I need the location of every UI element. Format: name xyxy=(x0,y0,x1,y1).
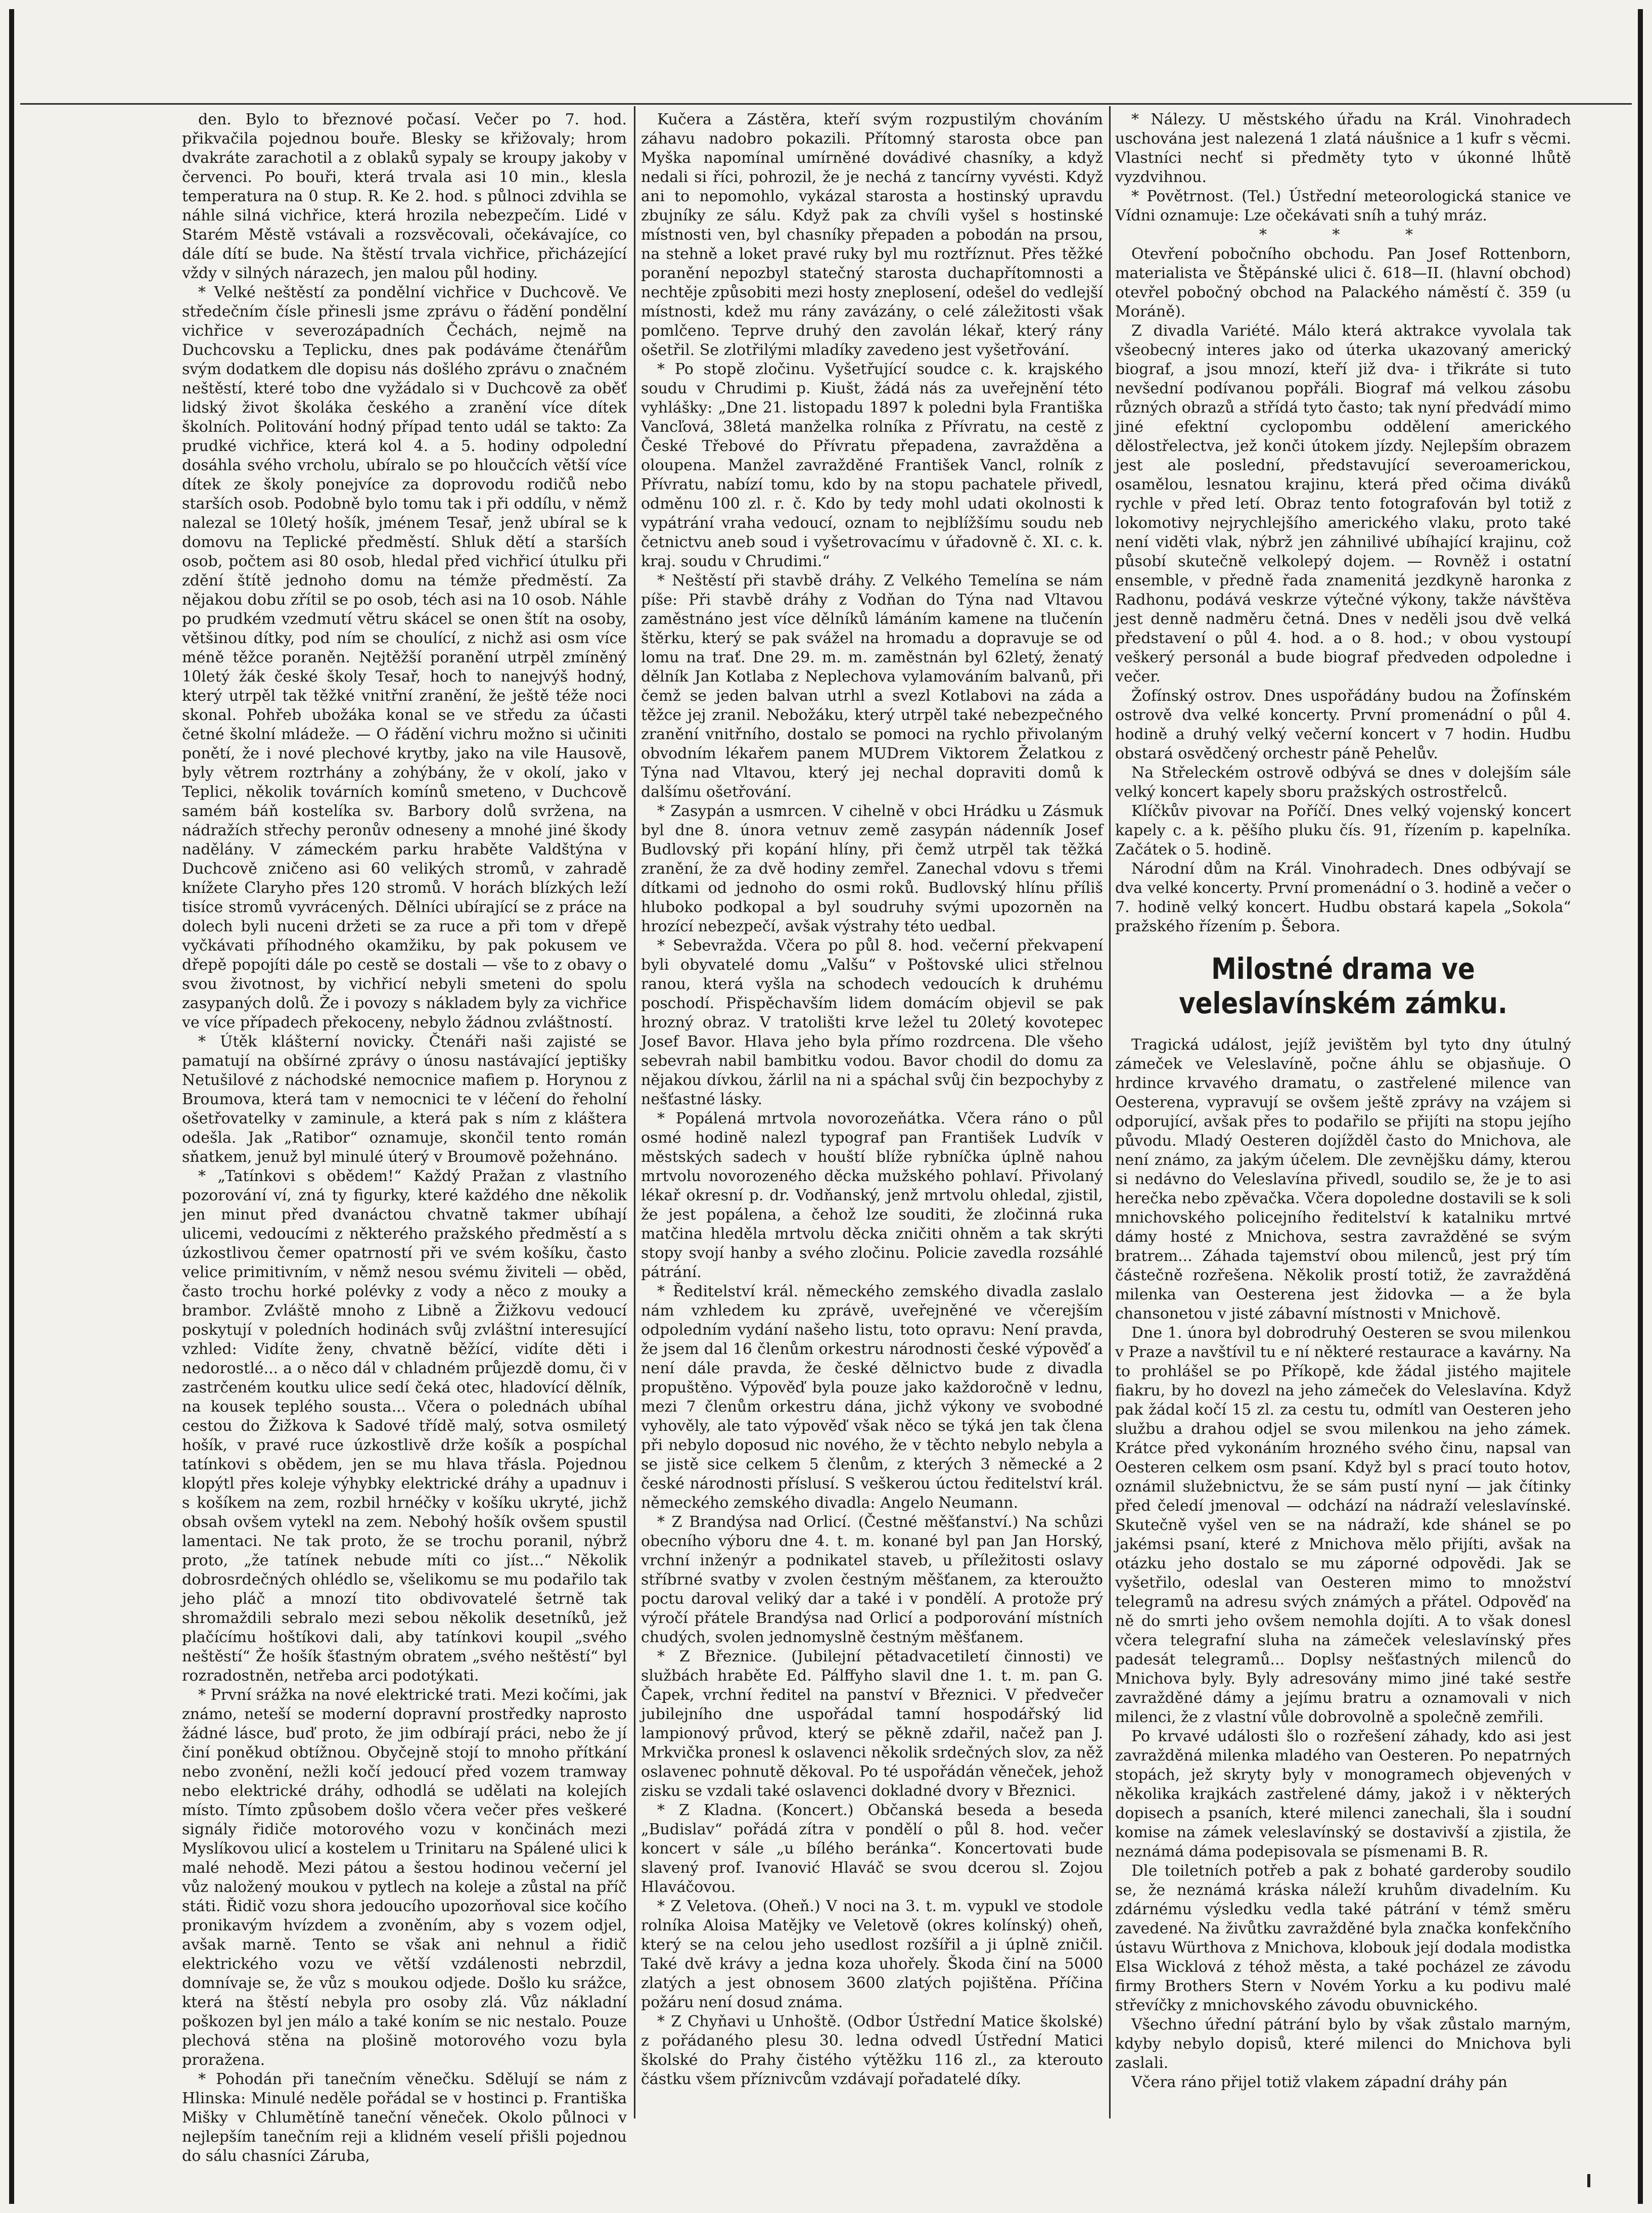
article-novice-escape: * Útěk klášterní novicky. Čtenáři naši zajisté se pamatují na obšírné zprávy o únosu nastávající jeptišky Netušilové z náchodské nemocnice mafiem p. Horynou z Broumova, která tam v nemocnici te v léčení do řeholní ošetřovatelky v zaminule, a která pak s ním z kláštera odešla. Jak „Ratibor“ oznamuje, skončil tento román sňatkem, jenuž byl minulé úterý v Broumově požehnáno. xyxy=(182,1033,627,1166)
article-variete: Z divadla Variété. Málo která aktrakce vyvolala tak všeobecný interes jako od úterka ukazovaný americký biograf, a jsou mnozí, kteří již dva- i třikráte si tuto nevšední podívanou popřáli. Biograf má velkou zásobu různých obrazů a střídá tyto často; tak nyní předvádí mimo jiné efektní cyclopombu oddělení amerického dělostřelectva, jež konči útokem jízdy. Nejlepším obrazem jest ale poslední, představující severoamerickou, osamělou, lesnatou krajinu, která před očima diváků rychle v před letí. Obraz tento fotografován byl totiž z lokomotivy nejrychlejšího amerického vlaku, proto také není viděti vlak, nýbrž jen záhnilivé ubíhající krajinu, což působí skutečně velkolepý dojem. — Rovněž i ostatní ensemble, v předně řada znamenitá jezdkyně haronka z Radhonu, podává veskrze výtečné výkony, takže návštěva jest denně nadměru četná. Dnes v neděli jsou dvě velká představení o půl 4. hod. a o 8. hod.; v obou vystoupí veškerý personál a bude biograf předveden odpoledne i večer. xyxy=(1115,322,1571,686)
article-strelecky: Na Střeleckém ostrově odbývá se dnes v dolejším sále velký koncert kapely sboru pražských ostrostřelců. xyxy=(1115,764,1571,801)
article-drama-6: Včera ráno přijel totiž vlakem západní dráhy pán xyxy=(1131,2073,1507,2091)
article-tram-collision: * První srážka na nové elektrické trati. Mezi kočími, jak známo, neteší se moderní dopravní prostředky naprosto žádné lásce, buď proto, že jim odbírají práci, nebo že jí činí poněkud obtížnou. Obyčejně stojí to mnoho přítkání nebo zvonění, nežli kočí jedoucí před vozem tramway nebo elektrické dráhy, odhodlá se udělati na kolejích místo. Tímto způsobem došlo včera večer přes veškeré signály řidiče motorového vozu v končinách mezi Myslíkovou ulicí a kostelem u Trinitaru na Spálené ulici k malé nehodě. Mezi pátou a šestou hodinou večerní jel vůz naložený moukou v pytlech na koleje a zůstal na příč státi. Řidič vozu shora jedoucího upozorňoval sice kočího pronikavým hvízdem a zvoněním, aby s vozem odjel, avšak marně. Tento se však ani nehnul a řidič elektrického vozu ve větší vzdálenosti nebrzdil, domnívaje se, že vůz s moukou odjede. Došlo ku srážce, která na štěstí nebyla pro osoby zlá. Vůz nákladní poškozen byl jen málo a také koním se nic nestalo. Pouze plechová stěna na plošině motorového vozu byla proražena. xyxy=(182,1686,627,2069)
separator-stars: * * * xyxy=(1259,226,1444,244)
column-1 xyxy=(182,110,627,2165)
article-buried: * Zasypán a usmrcen. V cihelně v obci Hrádku u Zásmuk byl dne 8. února vetnuv země zasypán nádenník Josef Budlovský při kopání hlíny, při čemž utrpěl tak těžká zranění, že za dvě hodiny zemřel. Zanechal vdovu s třemi dítkami od jednoho do osmi roků. Budlovský hlínu příliš hluboko podkopal a byl soudruhy svými upozorněn na hrozící nebezpečí, avšak výstrahy této uedbal. xyxy=(641,802,1103,935)
article-brandys: * Z Brandýsa nad Orlicí. (Čestné měšťanství.) Na schůzi obecního výboru dne 4. t. m. konané byl pan Jan Horský, vrchní inženýr a podnikatel staveb, u příležitosti oslavy stříbrné svatby v zvolen čestným měšťanem, za kteroužto poctu daroval veliký dar a také i v pondělí. A protože prý výročí přátele Brandýsa nad Orlicí a podporování místních chudých, svolen jednomyslně čestným měšťanem. xyxy=(641,1513,1103,1646)
article-lunch-for-father: * „Tatínkovi s obědem!“ Každý Pražan z vlastního pozorování ví, zná ty figurky, které každého dne několik jen minut před dvanáctou chvatně takmer ubíhají ulicemi, vedoucími z některého pražského předměstí a s úzkostlivou čemer opatrností při ve svém košíku, často velice primitivním, v němž nesou svému živiteli — oběd, často trochu horké polévky z vody a něco z mouky a brambor. Zvláště mnoho z Libně a Žižkovu vedoucí poskytují v poledních hodinách svůj zvláštní interesující vzhled: Vidíte ženy, chvatně běžící, vidíte děti i nedorostlé... a o něco dál v chladném průjezdě domu, či v zastrčeném koutku ulice sedí čeká otec, hladovící dělník, na kousek teplého sousta... Včera o polednách ubíhal cestou do Žižkova k Sadové třídě malý, sotva osmiletý hošík, v pravé ruce úzkostlivě drže košík a pospíchal tatínkovi s obědem, jen se mu hlava třásla. Pojednou klopýtl přes koleje výhybky elektrické dráhy a upadnuv i s košíkem na zem, rozbil hrnéčky v košíku ukryté, jichž obsah ovšem vytekl na zem. Nebohý hošík ovšem spustil lamentaci. Ne tak proto, že se trochu poranil, nýbrž proto, „že tatínek nebude míti co jíst...“ Několik dobrosrdečných ohlédlo se, všelikomu se mu podařilo tak jeho pláč a mnozí tito obdivovatelé šetrně tak shromaždili sebralo mezi sebou několik desetníků, jež plačícímu hoštíkovi dali, aby tatínkovi koupil „svého neštěstí“ Že hošík šťastným obratem „svého neštěstí“ byl rozradostněn, netřeba arci podotýkati. xyxy=(182,1167,627,1685)
article-burnt-infant: * Popálená mrtvola novorozeňátka. Včera ráno o půl osmé hodině nalezl typograf pan František Ludvík v městských sadech v houští blíže rybníčka úplně nahou mrtvolu novorozeného děcka mužského pohlaví. Přivolaný lékař okresní p. dr. Vodňanský, jenž mrtvolu ohledal, zjistil, že jest popálena, a čehož lze souditi, že zločinná ruka matčina hleděla mrtvolu děcka zničiti ohněm a tak skrýti stopy svojí hanby a svého zločinu. Policie zavedla rozsáhlé pátrání. xyxy=(641,1110,1103,1281)
article-storm-end: den. Bylo to březnové počasí. Večer po 7. hod. přikvačila pojednou bouře. Blesky se křižovaly; hrom dvakráte zarachotil a z oblaků sypaly se kroupy jakoby v červenci. Po bouři, která trvala asi 10 min., klesla temperatura na 0 stup. R. Ke 2. hod. s půlnoci zdvihla se náhle silná vichřice, která hrozila nebezpečím. Lidé v Starém Městě vstávali a rozsvěcovali, očekávajíce, co dále dítí se bude. Na štěstí trvala vichřice, přicházející vždy v silných nárazech, jen malou půl hodiny. xyxy=(182,111,627,282)
article-theatre-directorate: * Ředitelství král. německého zemského divadla zaslalo nám vzhledem ku zprávě, uveřejněné ve včerejším odpoledním vydání našeho listu, toto opravu: Není pravda, že jsem dal 16 členům orkestru národnosti české výpověď a není dále pravda, že české dělnictvo bude z divadla propuštěno. Výpověď byla pouze jako každoročně v lednu, mezi 7 členům orkestru dána, jichž výkony ve svobodné vyhověly, ale tato výpověď však něco se týká jen tak člena při nebylo doposud nic nového, že v těchto nebylo nebyla a se jistě sice celkem 5 členům, z kterých 3 německé a 2 české národnosti příslusí. S veškerou úctou ředitelství král. německého zemského divadla: Angelo Neumann. xyxy=(641,1283,1103,1512)
column-3 xyxy=(1115,110,1571,2112)
article-found-items: * Nálezy. U městského úřadu na Král. Vinohradech uschována jest nalezená 1 zlatá náušnice a 1 kufr s věcmi. Vlastníci nechť si předměty tyto v úkonné lhůtě vyzdvihnou. xyxy=(1115,111,1571,186)
article-chynava: * Z Chyňavi u Unhoště. (Odbor Ústřední Matice školské) z pořádaného plesu 30. ledna odvedl Ústřední Matici školské do Prahy čistého výtěžku 116 zl., za kterouto částku všem příznivcům vzdávají pořadatelé díky. xyxy=(641,2013,1103,2088)
column-rule-1 xyxy=(634,106,635,2118)
article-drama-4: Dle toiletních potřeb a pak z bohaté garderoby soudilo se, že neznámá kráska náleží kruhům divadelním. Ku zdárnému výsledku vedla také pátrání v témž směru zavedené. Na živůtku zavražděné byla značka konfekčního ústavu Würthova z Mnichova, klobouk její dodala modistka Elsa Wicklová z téhož města, a také pocházel ze závodu firmy Brothers Stern v Novém Yorku a ku podivu malé střevíčky z mnichovského závodu obuvnického. xyxy=(1115,1862,1571,2014)
headline: Milostné drama ve veleslavínském zámku. xyxy=(1179,952,1507,1020)
article-klicek: Klíčkův pivovar na Poříčí. Dnes velký vojenský koncert kapely c. a k. pěšího pluku čís. 91, řízením p. kapelníka. Začátek o 5. hodině. xyxy=(1115,802,1571,859)
article-zofin: Žofínský ostrov. Dnes uspořádány budou na Žofínském ostrově dva velké koncerty. První promenádní o půl 4. hodině a druhý velký večerní koncert v 7 hodin. Hudbu obstará osvědčený orchestr páně Pehelův. xyxy=(1115,687,1571,762)
article-rail-accident: * Neštěstí při stavbě dráhy. Z Velkého Temelína se nám píše: Při stavbě dráhy z Vodňan do Týna nad Vltavou zaměstnáno jest více dělníků lámáním kamene na tlučenín štěrku, který se pak svážel na hromadu a dopravuje se od lomu na trať. Dne 29. m. m. zaměstnán byl 62letý, ženatý dělník Jan Kotlaba z Neplechova vylamováním balvanů, při čemž se jeden balvan utrhl a svezl Kotlabovi na záda a těžce jej zranil. Nebožáku, který utrpěl také nebezpečného zranění vnitřního, dostalo se pomoci na rychlo přivolaným obvodním lékařem panem MUDrem Viktorem Želatkou z Týna nad Vltavou, který jej nechal dopraviti domů k dalšímu ošetřování. xyxy=(641,572,1103,801)
article-crime-trace: * Po stopě zločinu. Vyšetřující soudce c. k. krajského soudu v Chrudimi p. Kiušt, žádá nás za uveřejnění této vyhlášky: „Dne 21. listopadu 1897 k poledni byla Františka Vancľová, 38letá manželka rolníka z Přívratu, na cestě z České Třebové do Přívratu přepadena, zavražděna a oloupena. Manžel zavražděné František Vancl, rolník z Přívratu, nabízí tomu, kdo by na stopu pachatele přivedl, odměnu 100 zl. r. č. Kdo by tedy mohl udati okolnosti k vypátrání vraha vedoucí, oznam to nejblížšímu soudu neb četnictvu aneb soud i vyšetrovacímu v úřadovně č. XI. c. k. kraj. soudu v Chrudimi.“ xyxy=(641,360,1103,570)
article-branch-store: Otevření pobočního obchodu. Pan Josef Rottenborn, materialista ve Štěpánské ulici č. 618—II. (hlavní obchod) otevřel pobočný obchod na Palackého náměstí č. 359 (u Moráně). xyxy=(1115,245,1571,321)
article-stabbing-at-dance: * Pohodán při tanečním věnečku. Sdělují se nám z Hlinska: Minulé neděle pořádal se v hostinci p. Františka Mišky v Chlumětíně taneční věneček. Okolo půlnoci v nejlepším tanečním reji a klidném veselí přišli pojednou do sálu chasníci Záruba, xyxy=(182,2070,627,2165)
article-kladno: * Z Kladna. (Koncert.) Občanská beseda a beseda „Budislav“ pořádá zítra v pondělí o půl 8. hod. večer koncert v sále „u bílého beránka“. Koncertovati bude slavený prof. Ivanović Hlaváč se svou dcerou sl. Zojou Hlaváčovou. xyxy=(641,1801,1103,1896)
article-breznice: * Z Březnice. (Jubilejní pětadvacetiletí činnosti) ve službách hraběte Ed. Pálffyho slavil dne 1. t. m. pan G. Čapek, vrchní ředitel na panství v Březnici. V předvečer jubilejního dne uspořádal tamní hospodářský lid lampionový průvod, který se pěkně zdařil, načež pan J. Mrkvička pronesl k oslavenci několik srdečných slov, za něž oslavenec pohnutě děkoval. Po té uspořádán věneček, jehož zisku se vzdali také oslavenci dokladné dvory v Březnici. xyxy=(641,1648,1103,1800)
column-rule-2 xyxy=(1109,106,1111,2118)
article-stabbing-cont: Kučera a Zástěra, kteří svým rozpustilým chováním záhavu nadobro pokazili. Přítomný starosta obce pan Myška napomínal umírněné dovádivé chasníky, a když nedali si říci, pohrozil, že je nechá z tancírny vyvésti. Když ani to nepomohlo, vykázal starosta a hostinský upravdu zbujníky ze sálu. Když pak za chvíli vyšel s hostinské místnosti ven, byl chasníky přepaden a pobodán na prsou, na stehně a loket pravé ruky byl mu roztříznut. Přes těžké poranění nepozbyl statečný starosta duchapřítomnosti a nechtěje způsobiti mezi hosty zneplosení, odešel do vedlejší místnosti, kdež mu rány zavázány, o celé záležitosti však pomlčeno. Teprve druhý den zavolán lékař, který rány ošetřil. Se zlotřilými mladíky zavedeno jest vyšetřování. xyxy=(641,111,1103,359)
page-mark xyxy=(1587,2174,1590,2187)
article-duchcov-storm: * Velké neštěstí za pondělní vichřice v Duchcově. Ve středečním čísle přinesli jsme zprávu o řádění pondělní vichřice v severozápadních Čechách, nejmě na Duchcovsku a Teplicku, dnes pak podáváme čtenářům svým dodatkem dle dopisu nás došlého zprávu o značném neštěstí, které tobo dne vyžádalo si v Duchcově za oběť lidský život školáka českého a zranění více dítek školních. Politování hodný případ tento udál se takto: Za prudké vichřice, která kol 4. a 5. hodiny odpolední dosáhla svého vrcholu, ubíralo se po hloučcích větší více dítek ze školy ponejvíce za doprovodu rodičů nebo starších osob. Podobně bylo tomu tak i při oddílu, v němž nalezal se 10letý hošík, jménem Tesař, jenž ubíral se k domovu na Teplické předměstí. Shluk dětí a starších osob, počtem asi 80 osob, hledal před vichřicí útulku při zdění štítě jednoho domu na témže předměstí. Za nějakou dobu zřítil se po osob, téch asi na 10 osob. Náhle po prudkém vzedmutí větru skácel se onen štít na osoby, většinou dítky, pod ním se choulící, z nichž asi osm více méně těžce poraněn. Nejtěžší poranění utrpěl zmíněný 10letý žák české školy Tesař, hoch to nanejvýš hodný, který utrpěl tak těžké vnitřní zranění, že ještě téže noci skonal. Pohřeb ubožáka konal se ve středu za účasti četné školní mládeže. — O řádění vichru možno si učiniti ponětí, že i nové plechové krytby, jako na vile Hausově, byly větrem roztrhány a zohýbány, že v okolí, jako v Teplici, několik továrních komínů smeteno, v Duchcově samém báň kostelíka sv. Barbory dolů svržena, na nádražích střechy peronův odneseny a mnohé jiné škody nadělány. V zámeckém parku hraběte Valdštýna v Duchcově zničeno asi 60 velikých stromů, v zahradě knížete Claryho přes 120 stromů. V horách blízkých leží tisíce stromů vyvrácených. Dělníci ubírající se z práce na dolech byli nuceni držeti se za ruce a při tom v dřepě vyčkávati příhodného okamžiku, by pak pokusem ve dřepě popojíti dále po cestě se dostali — vše to z obavy o svou životnost, by vichřicí nebyli smeteni do spolu zasypaných dolů. Že i povozy s nákladem byly za vichřice ve více případech překoceny, nebylo žádnou zvláštností. xyxy=(182,284,627,1031)
top-rule xyxy=(20,103,1632,105)
article-veletov: * Z Veletova. (Oheň.) V noci na 3. t. m. vypukl ve stodole rolníka Aloisa Matějky ve Veletově (okres kolínský) oheň, který se na celou jeho usedlost rozšířil a ji úplně zničil. Také dvě krávy a jedna koza uhořely. Škoda činí na 5000 zlatých a jest obnosem 3600 zlatých pojištěna. Příčina požáru není dosud známa. xyxy=(641,1898,1103,2011)
article-drama-2: Dne 1. února byl dobrodruhý Oesteren se svou milenkou v Praze a navštívil tu e ní některé restaurace a kavárny. Na to prohlášel se po Příkopě, kde žádal jistého majitele fiakru, by ho dovezl na jeho zámeček do Veleslavína. Když pak žádal kočí 15 zl. za cestu tu, odmítl van Oesteren jeho službu a drahou odjel se svou milenkou na jeho zámek. Krátce před vykonáním hrozného svého činu, napsal van Oesteren celkem osm psaní. Když byl s prací touto hotov, oznámil služebnictvu, že se sám pustí nyní — jak čítinky před čeledí jmenoval — odchází na nádraží veleslavínské. Skutečně vyšel ven se na nádraží, kde shánel se po jakémsi psaní, které z Mnichova mělo přijíti, avšak na otázku jeho dostalo se mu záporné odpovědi. Jak se vyšetřilo, odeslal van Oesteren mimo to množství telegramů na adresu svých známých a přátel. Odpověď na ně do smrti jeho ovšem nemohla dojíti. A to však donesl včera telegrafní sluha na zámeček veleslavínský přes padesát telegramů... Doplsy nešťastných milenců do Mnichova byly. Byly adresovány mimo jiné také sestře zavražděné dámy a jejímu bratru a oznamovali v nich milenci, že z vlastní vůle dobrovolně a společně zemřili. xyxy=(1115,1324,1571,1726)
article-drama-5: Všechno úřední pátrání bylo by však zůstalo marným, kdyby nebylo dopisů, které milenci do Mnichova byli zaslali. xyxy=(1115,2016,1571,2072)
column-2 xyxy=(641,110,1103,2112)
article-drama-1: Tragická událost, jejíž jevištěm byl tyto dny útulný zámeček ve Veleslavíně, počne áhlu se objasňuje. O hrdince krvavého dramatu, o zastřelené milence van Oesterena, vypravují se ovšem ještě zprávy na vzájem si odporující, avšak přes to podařilo se přijíti na stopu jejího původu. Mladý Oesteren dojížděl často do Mnichova, ale není známo, za jakým účelem. Dle zevnějšku dámy, kterou si nedávno do Veleslavína přivedl, soudilo se, že je to asi herečka nebo zpěvačka. Včera dopoledne dostavili se k soli mnichovského policejního ředitelství k katalniku mrtvé dámy hosté z Mnichova, sestra zavražděné se svým bratrem... Záhada tajemství obou milenců, jest prý tím částečně rozřešena. Několik prostí totiž, že zavražděná milenka van Oesterena jest židovka — a že byla chansonetou v jisté zábavní místnosti v Mnichově. xyxy=(1115,1036,1571,1323)
article-weather: * Povětrnost. (Tel.) Ústřední meteorologická stanice ve Vídni oznamuje: Lze očekávati sníh a tuhý mráz. xyxy=(1115,188,1571,224)
article-narodni-dum: Národní dům na Král. Vinohradech. Dnes odbývají se dva velké koncerty. První promenádní o 3. hodině a večer o 7. hodině velký koncert. Hudbu obstará kapela „Sokola“ pražského řízením p. Šebora. xyxy=(1115,860,1571,935)
article-drama-3: Po krvavé události šlo o rozřešení záhady, kdo asi jest zavražděná milenka mladého van Oesteren. Po nepatrných stopách, jež skryty byly v monogramech objevených v několika krajkách zastřelené dámy, jakož i v některých dopisech a psaních, které milenci zanechali, šla i soudní komise na zámek veleslavínský se dostavivší a zjistila, že neznámá dáma podepisovala se písmenami B. R. xyxy=(1115,1728,1571,1861)
article-suicide: * Sebevražda. Včera po půl 8. hod. večerní překvapení byli obyvatelé domu „Valšu“ v Poštovské ulici střelnou ranou, která vyšla na schodech vedoucích k druhému poschodí. Přispěchavším lidem domácím objevil se pak hrozný obraz. V tratolišti krve ležel tu 20letý kovotepec Josef Bavor. Hlava jeho byla přímo rozdrcena. Dle všeho sebevrah nabil bambitku vodou. Bavor chodil do domu za nějakou dívkou, žárlil na ni a spáchal svůj čin bezpochyby z nešťastné lásky. xyxy=(641,937,1103,1108)
